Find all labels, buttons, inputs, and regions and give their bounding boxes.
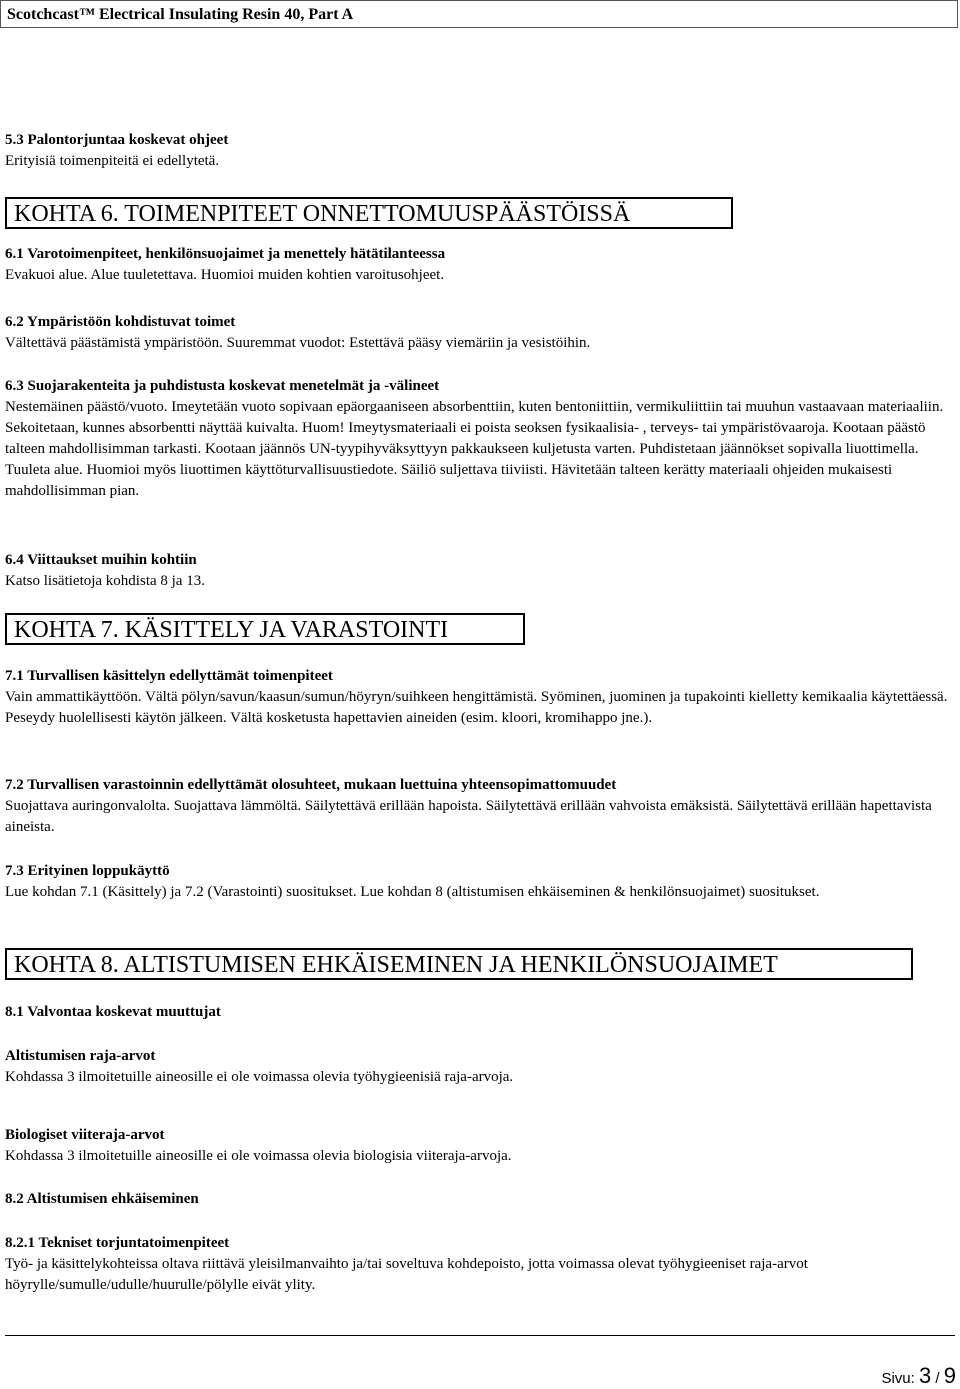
section-5-3 xyxy=(5,130,950,172)
subsection-text: Erityisiä toimenpiteitä ei edellytetä. xyxy=(5,153,220,169)
section-7-2 xyxy=(5,775,950,838)
section-title-kohta-7 xyxy=(5,613,525,645)
subsection-heading: Biologiset viiteraja-arvot xyxy=(5,1127,165,1143)
exposure-limits xyxy=(5,1046,950,1088)
section-title-kohta-8 xyxy=(5,948,913,980)
section-6-1 xyxy=(5,244,950,286)
subsection-text: Kohdassa 3 ilmoitetuille aineosille ei ole voimassa olevia biologisia viiteraja-arvoja. xyxy=(5,1148,512,1164)
subsection-text: Lue kohdan 7.1 (Käsittely) ja 7.2 (Varastointi) suositukset. Lue kohdan 8 (altistumisen ehkäiseminen & henkilönsuojaimet) suositukset. xyxy=(5,884,820,900)
biological-limits xyxy=(5,1125,950,1167)
subsection-text: Suojattava auringonvalolta. Suojattava lämmöltä. Säilytettävä erillään hapoista. Säilytettävä erillään vahvoista emäksistä. Säilytettävä erillään hapettavista aineista. xyxy=(5,798,932,835)
section-6-4 xyxy=(5,550,950,592)
section-title-kohta-6 xyxy=(5,197,733,229)
page-current: 3 xyxy=(918,1363,932,1388)
section-title-text: KOHTA 8. ALTISTUMISEN EHKÄISEMINEN JA HENKILÖNSUOJAIMET xyxy=(14,952,778,978)
subsection-text: Vain ammattikäyttöön. Vältä pölyn/savun/kaasun/sumun/höyryn/suihkeen hengittämistä. Syöminen, juominen ja tupakointi kielletty kemikaalia käytettäessä. Peseydy huolellisesti käytön jälkeen. Vältä kosketusta hapettavien aineiden (esim. kloori, kromihappo jne.). xyxy=(5,689,948,726)
section-6-2 xyxy=(5,312,950,354)
subsection-heading: 7.1 Turvallisen käsittelyn edellyttämät toimenpiteet xyxy=(5,668,333,684)
section-8-2-1 xyxy=(5,1233,950,1296)
subsection-text: Nestemäinen päästö/vuoto. Imeytetään vuoto sopivaan epäorgaaniseen absorbenttiin, kuten bentoniittiin, vermikuliittiin tai muuhun vastaavaan materiaaliin. Sekoitetaan, kunnes absorbentti näyttää kuivalta. Huom! Imeytysmateriaali ei poista seoksen fysikaalisia- , terveys- tai ympäristövaaroja. Kootaan päästö talteen mahdollisimman tarkasti. Kootaan jäännös UN-tyypihyväksyttyyn pakkaukseen kuljetusta varten. Puhdistetaan jäännökset sopivalla liuottimella. Tuuleta alue. Huomioi myös liuottimen käyttöturvallisuustiedote. Säiliö suljettava tiiviisti. Hävitetään talteen kerätty materiaali ohjeiden mukaisesti mahdollisimman pian. xyxy=(5,399,944,499)
subsection-heading: 8.2 Altistumisen ehkäiseminen xyxy=(5,1191,199,1207)
subsection-text: Katso lisätietoja kohdista 8 ja 13. xyxy=(5,573,205,589)
product-title: Scotchcast™ Electrical Insulating Resin 40, Part A xyxy=(7,6,354,23)
section-7-3 xyxy=(5,861,950,903)
page-separator: / xyxy=(935,1370,940,1387)
section-8-2 xyxy=(5,1189,950,1210)
subsection-heading: 8.2.1 Tekniset torjuntatoimenpiteet xyxy=(5,1235,230,1251)
page-total: 9 xyxy=(943,1363,956,1388)
document-header xyxy=(0,0,958,28)
subsection-heading: 6.3 Suojarakenteita ja puhdistusta koskevat menetelmät ja -välineet xyxy=(5,378,440,394)
subsection-text: Vältettävä päästämistä ympäristöön. Suuremmat vuodot: Estettävä pääsy viemäriin ja vesistöihin. xyxy=(5,335,591,351)
subsection-heading: 6.2 Ympäristöön kohdistuvat toimet xyxy=(5,314,236,330)
page-label: Sivu: xyxy=(881,1370,915,1387)
subsection-text: Kohdassa 3 ilmoitetuille aineosille ei ole voimassa olevia työhygieenisiä raja-arvoja. xyxy=(5,1069,514,1085)
section-7-1 xyxy=(5,666,950,729)
subsection-heading: 5.3 Palontorjuntaa koskevat ohjeet xyxy=(5,132,229,148)
section-6-3 xyxy=(5,376,950,502)
subsection-heading: 7.2 Turvallisen varastoinnin edellyttämät olosuhteet, mukaan luettuina yhteensopimattomuudet xyxy=(5,777,617,793)
subsection-text: Evakuoi alue. Alue tuuletettava. Huomioi muiden kohtien varoitusohjeet. xyxy=(5,267,445,283)
section-8-1 xyxy=(5,1002,950,1023)
subsection-heading: 6.1 Varotoimenpiteet, henkilönsuojaimet ja menettely hätätilanteessa xyxy=(5,246,446,262)
footer-divider xyxy=(5,1335,955,1336)
section-title-text: KOHTA 7. KÄSITTELY JA VARASTOINTI xyxy=(14,617,449,643)
subsection-text: Työ- ja käsittelykohteissa oltava riittävä yleisilmanvaihto ja/tai soveltuva kohdepoisto, jotta voimassa olevat työhygieeniset raja-arvot höyrylle/sumulle/udulle/huurulle/pölylle eivät ylity. xyxy=(5,1256,808,1293)
subsection-heading: 7.3 Erityinen loppukäyttö xyxy=(5,863,170,879)
subsection-heading: Altistumisen raja-arvot xyxy=(5,1048,156,1064)
subsection-heading: 8.1 Valvontaa koskevat muuttujat xyxy=(5,1004,221,1020)
page-number xyxy=(881,1363,956,1389)
section-title-text: KOHTA 6. TOIMENPITEET ONNETTOMUUSPÄÄSTÖISSÄ xyxy=(14,201,631,227)
subsection-heading: 6.4 Viittaukset muihin kohtiin xyxy=(5,552,197,568)
